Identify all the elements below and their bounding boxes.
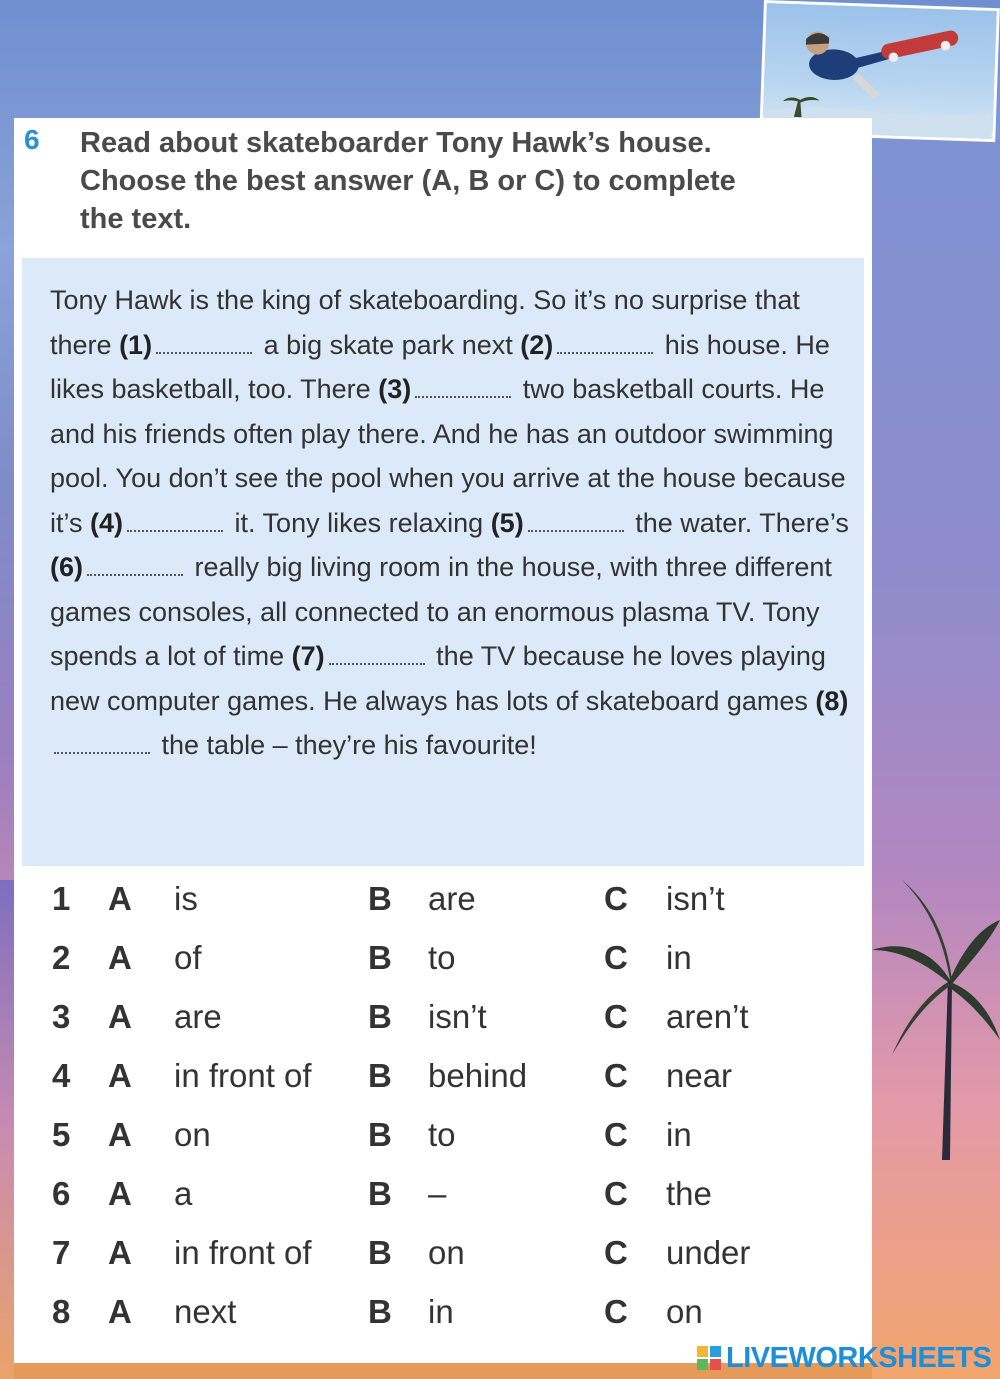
option-a-text[interactable]: next xyxy=(174,1293,237,1330)
option-a-letter: A xyxy=(108,880,132,917)
option-a-letter: A xyxy=(108,1175,132,1212)
option-a-text[interactable]: in front of xyxy=(174,1057,312,1094)
option-c-letter: C xyxy=(604,1234,628,1271)
option-c-text[interactable]: in xyxy=(666,939,692,976)
answer-gap-7[interactable] xyxy=(329,657,425,665)
instruction-line-3: the text. xyxy=(80,203,192,235)
option-a-letter: A xyxy=(108,1234,132,1271)
option-row xyxy=(14,1106,872,1164)
answer-gap-5[interactable] xyxy=(528,524,624,532)
passage-text: the table – they’re his favourite! xyxy=(161,730,537,760)
option-row xyxy=(14,929,872,987)
option-c-letter: C xyxy=(604,998,628,1035)
option-c-letter: C xyxy=(604,880,628,917)
passage-text: it. Tony likes relaxing xyxy=(234,507,484,538)
gap-number: (3) xyxy=(378,374,412,404)
option-b-text[interactable]: to xyxy=(428,1116,456,1153)
option-a-letter: A xyxy=(108,1057,132,1094)
option-b-letter: B xyxy=(368,998,392,1035)
option-c-text[interactable]: in xyxy=(666,1116,692,1153)
gap-number: (1) xyxy=(119,329,153,360)
option-b-text[interactable]: are xyxy=(428,880,476,917)
passage-text: the water. There’s xyxy=(635,507,849,538)
palm-tree-silhouette xyxy=(872,870,1000,1160)
option-a-letter: A xyxy=(108,1116,132,1153)
exercise-instruction xyxy=(80,124,860,238)
answer-gap-3[interactable] xyxy=(415,390,511,398)
passage-text: Tony Hawk is the king of skateboarding. So it’s no surprise that there xyxy=(50,285,800,360)
gap-number: (7) xyxy=(291,641,325,671)
gap-number: (8) xyxy=(815,685,849,716)
answer-gap-4[interactable] xyxy=(127,524,223,532)
option-a-text[interactable]: in front of xyxy=(174,1234,312,1271)
question-number: 7 xyxy=(52,1234,71,1271)
question-number: 8 xyxy=(52,1293,71,1330)
passage-text: two basketball courts. He and his friends often play there. And he has an outdoor swimming pool. You don’t see the pool when you arrive at the house because it’s xyxy=(50,374,846,538)
background-sunset-right xyxy=(872,140,1000,1379)
question-number: 1 xyxy=(52,880,71,917)
exercise-number: 6 xyxy=(24,124,40,155)
option-b-letter: B xyxy=(368,1116,392,1153)
option-c-letter: C xyxy=(604,1293,628,1330)
option-b-text[interactable]: in xyxy=(428,1293,454,1330)
option-b-text[interactable]: – xyxy=(428,1175,447,1212)
gap-number: (6) xyxy=(50,552,83,582)
option-b-text[interactable]: isn’t xyxy=(428,998,487,1035)
passage-text: the TV because he loves playing new computer games. He always has lots of skateboard games xyxy=(50,641,826,716)
option-b-text[interactable]: to xyxy=(428,939,456,976)
instruction-line-2: Choose the best answer (A, B or C) to complete xyxy=(80,165,736,197)
answer-gap-1[interactable] xyxy=(156,346,252,354)
question-number: 4 xyxy=(52,1057,71,1094)
option-b-letter: B xyxy=(368,880,392,917)
option-a-letter: A xyxy=(108,998,132,1035)
option-b-letter: B xyxy=(368,1175,392,1212)
logo-text: LIVEWORKSHEETS xyxy=(726,1341,992,1374)
option-c-text[interactable]: near xyxy=(666,1057,733,1094)
option-a-letter: A xyxy=(108,1293,132,1330)
option-row xyxy=(14,1224,872,1282)
option-c-text[interactable]: under xyxy=(666,1234,751,1271)
option-c-letter: C xyxy=(604,1057,628,1094)
liveworksheets-logo[interactable] xyxy=(696,1340,996,1376)
option-b-letter: B xyxy=(368,939,392,976)
question-number: 3 xyxy=(52,998,71,1035)
reading-passage xyxy=(50,278,850,768)
passage-text: a big skate park next xyxy=(263,329,513,360)
option-c-text[interactable]: isn’t xyxy=(666,880,725,917)
option-row xyxy=(14,1165,872,1223)
liveworksheets-logo-icon xyxy=(696,1345,722,1371)
option-b-text[interactable]: on xyxy=(428,1234,465,1271)
option-row xyxy=(14,1283,872,1341)
option-a-text[interactable]: are xyxy=(174,998,222,1035)
worksheet-page xyxy=(14,118,872,1363)
answer-gap-2[interactable] xyxy=(557,346,653,354)
answer-gap-8[interactable] xyxy=(54,746,150,754)
option-c-text[interactable]: the xyxy=(666,1175,712,1212)
option-a-text[interactable]: is xyxy=(174,880,198,917)
answer-gap-6[interactable] xyxy=(87,568,183,576)
option-row xyxy=(14,870,872,928)
option-c-letter: C xyxy=(604,939,628,976)
option-a-text[interactable]: of xyxy=(174,939,202,976)
background-sunset-left xyxy=(0,880,14,1379)
passage-text: his house. He likes basketball, too. There xyxy=(50,329,830,404)
option-a-text[interactable]: on xyxy=(174,1116,211,1153)
question-number: 2 xyxy=(52,939,71,976)
question-number: 6 xyxy=(52,1175,71,1212)
gap-number: (4) xyxy=(90,507,124,538)
passage-text: really big living room in the house, with three different games consoles, all connected to an enormous plasma TV. Tony spends a lot of time xyxy=(50,552,832,671)
option-row xyxy=(14,988,872,1046)
gap-number: (5) xyxy=(490,507,524,538)
option-b-letter: B xyxy=(368,1234,392,1271)
option-a-text[interactable]: a xyxy=(174,1175,193,1212)
option-c-letter: C xyxy=(604,1175,628,1212)
option-a-letter: A xyxy=(108,939,132,976)
question-number: 5 xyxy=(52,1116,71,1153)
option-c-text[interactable]: on xyxy=(666,1293,703,1330)
instruction-line-1: Read about skateboarder Tony Hawk’s house. xyxy=(80,127,712,159)
reading-passage-box xyxy=(22,258,864,866)
option-c-text[interactable]: aren’t xyxy=(666,998,749,1035)
option-row xyxy=(14,1047,872,1105)
option-b-letter: B xyxy=(368,1293,392,1330)
option-b-letter: B xyxy=(368,1057,392,1094)
option-b-text[interactable]: behind xyxy=(428,1057,528,1094)
gap-number: (2) xyxy=(520,329,554,360)
option-c-letter: C xyxy=(604,1116,628,1153)
